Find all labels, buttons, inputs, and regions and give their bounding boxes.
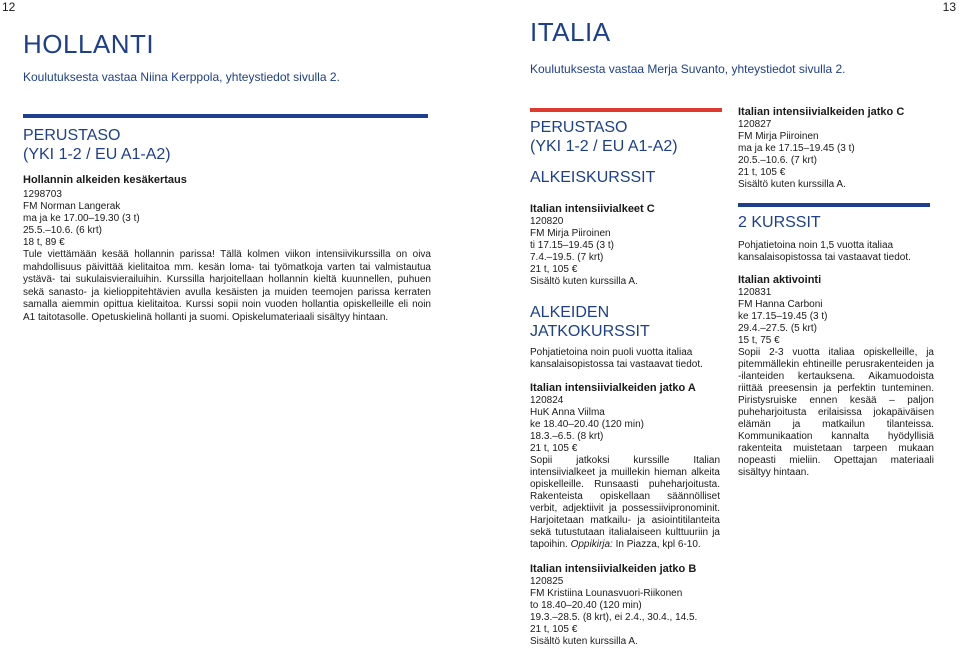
- course-code: 120831: [738, 287, 772, 298]
- page-number-left: 12: [2, 0, 16, 14]
- course-teacher: HuK Anna Viilma: [530, 407, 605, 418]
- course-note: Sisältö kuten kurssilla A.: [738, 179, 846, 190]
- course-price: 21 t, 105 €: [738, 167, 786, 178]
- italia-column-1: [530, 118, 720, 648]
- course-title: Italian intensiivialkeiden jatko B: [530, 563, 697, 575]
- course-code: 120820: [530, 216, 564, 227]
- italia-column-2: [738, 106, 934, 479]
- course-note: Sisältö kuten kurssilla A.: [530, 636, 638, 647]
- course-title: Italian aktivointi: [738, 274, 822, 286]
- course-teacher: FM Norman Langerak: [23, 201, 121, 212]
- course-time: to 18.40–20.40 (120 min): [530, 600, 642, 611]
- section-divider-red: [530, 108, 722, 112]
- course-price: 15 t, 75 €: [738, 335, 780, 346]
- course-time: ti 17.15–19.45 (3 t): [530, 240, 614, 251]
- course-dates: 20.5.–10.6. (7 krt): [738, 155, 817, 166]
- course-teacher: FM Hanna Carboni: [738, 299, 823, 310]
- course-title: Italian intensiivialkeet C: [530, 203, 655, 215]
- page-number-right: 13: [942, 0, 956, 14]
- course-title: Italian intensiivialkeiden jatko A: [530, 382, 696, 394]
- course-book: In Piazza, kpl 6-10.: [615, 539, 701, 550]
- course-price: 18 t, 89 €: [23, 237, 65, 248]
- course-hollanti: [23, 174, 431, 324]
- level-heading: [23, 126, 171, 164]
- subtitle-hollanti: Koulutuksesta vastaa Niina Kerppola, yhteystiedot sivulla 2.: [23, 70, 340, 84]
- course-price: 21 t, 105 €: [530, 624, 578, 635]
- page-title-italia: ITALIA: [530, 17, 611, 47]
- course-description: Sopii 2-3 vuotta italiaa opiskelleille, ja pitemmällekin ehtineille perusrakenteiden ja -ilanteiden kertauksena. Aikamuodoista riittää preesensin ja perfektin tunteminen. Piristysruiske ennen kesää – paljon puheharjoitusta erilaisissa jokapäiväisen elämän ja matkailun tilanteissa. Kommunikaation kannalta hyödyllisiä rakenteita muistetaan tarpeen mukaan nopeasti mieliin. Opettajan materiaali sisältyy hintaan.: [738, 347, 934, 478]
- heading-alkeiden-jatkokurssit: ALKEIDEN JATKOKURSSIT: [530, 304, 650, 340]
- course-code: 120827: [738, 119, 772, 130]
- course-description: [530, 455, 720, 551]
- section-description: Pohjatietoina noin 1,5 vuotta italiaa kansalaisopistossa tai vastaavat tiedot.: [738, 240, 911, 263]
- subtitle-italia: Koulutuksesta vastaa Merja Suvanto, yhteystiedot sivulla 2.: [530, 62, 846, 76]
- course-time: ma ja ke 17.00–19.30 (3 t): [23, 213, 140, 224]
- section-description: Pohjatietoina noin puoli vuotta italiaa kansalaisopistossa tai vastaavat tiedot.: [530, 347, 703, 370]
- course-teacher: FM Mirja Piiroinen: [530, 228, 611, 239]
- course-dates: 7.4.–19.5. (7 krt): [530, 252, 604, 263]
- section-divider: [23, 114, 428, 118]
- course-time: ke 17.15–19.45 (3 t): [738, 311, 828, 322]
- heading-alkeiskurssit: ALKEISKURSSIT: [530, 169, 656, 186]
- course-dates: 18.3.–6.5. (8 krt): [530, 431, 604, 442]
- course-note: Sisältö kuten kurssilla A.: [530, 276, 638, 287]
- level-heading-line2: (YKI 1-2 / EU A1-A2): [23, 146, 171, 163]
- course-teacher: FM Kristiina Lounasvuori-Riikonen: [530, 588, 683, 599]
- course-title: Hollannin alkeiden kesäkertaus: [23, 174, 187, 186]
- course-code: 120824: [530, 395, 564, 406]
- course-dates: 19.3.–28.5. (8 krt), ei 2.4., 30.4., 14.5.: [530, 612, 698, 623]
- course-book-label: Oppikirja:: [570, 539, 613, 550]
- course-title: Italian intensiivialkeiden jatko C: [738, 106, 905, 118]
- level-heading-line2: (YKI 1-2 / EU A1-A2): [530, 138, 678, 155]
- course-dates: 25.5.–10.6. (6 krt): [23, 225, 102, 236]
- course-time: ke 18.40–20.40 (120 min): [530, 419, 644, 430]
- course-time: ma ja ke 17.15–19.45 (3 t): [738, 143, 855, 154]
- course-description: Tule viettämään kesää hollannin parissa! Tällä kolmen viikon intensiivikurssilla on oiva mahdollisuus päivittää kielitaitoa mm. kesän loma- tai työmatkoja varten tai valmistautua ystävä- tai sukulaisvierailuihin. Kurssilla harjoitellaan hollannin kieltä kuunnellen, puhuen sekä sanasto- ja kielioppitehtävien avulla kesäisten ja muiden teemojen parissa kerraten samalla aiemmin opittua kielitaitoa. Kurssi sopii noin vuoden hollantia opiskelleille eli noin A1 taitotasolle. Opetuskielinä hollanti ja suomi. Opiskelumateriaali sisältyy hintaan.: [23, 249, 431, 323]
- page-title-hollanti: HOLLANTI: [23, 29, 155, 59]
- course-dates: 29.4.–27.5. (5 krt): [738, 323, 817, 334]
- heading-2-kurssit: 2 KURSSIT: [738, 214, 821, 231]
- course-description-text: Sopii jatkoksi kurssille Italian intensiivialkeet ja muillekin hieman alkeita opiskelleille. Runsaasti puheharjoitusta. Rakenteista opiskellaan säännölliset verbit, adjektiivit ja possessiivipronominit. Harjoitetaan matkailu- ja asiointitilanteita sekä tutustutaan italialaiseen kulttuuriin ja tapoihin.: [530, 455, 720, 550]
- course-price: 21 t, 105 €: [530, 264, 578, 275]
- course-price: 21 t, 105 €: [530, 443, 578, 454]
- level-heading-line1: PERUSTASO: [530, 119, 628, 136]
- level-heading-line1: PERUSTASO: [23, 127, 121, 144]
- course-code: 120825: [530, 576, 564, 587]
- course-teacher: FM Mirja Piiroinen: [738, 131, 819, 142]
- course-code: 1298703: [23, 189, 62, 200]
